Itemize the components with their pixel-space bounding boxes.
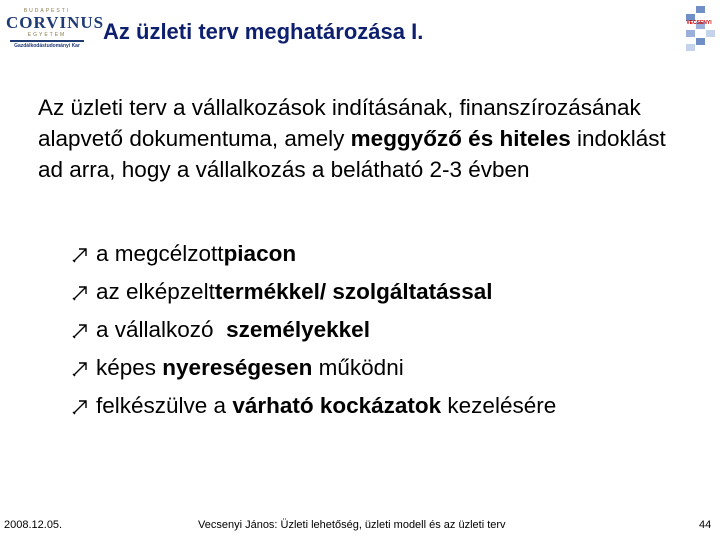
- bullet-text-after: működni: [312, 355, 404, 380]
- list-item: [70, 273, 556, 311]
- page-number: 44: [699, 519, 712, 531]
- arrow-bullet-icon: [70, 243, 94, 265]
- bullet-bold: nyereségesen: [162, 355, 313, 380]
- arrow-bullet-icon: [70, 281, 94, 303]
- footer-date: 2008.12.05.: [4, 519, 63, 531]
- logo-top-text: BUDAPESTI: [23, 8, 71, 14]
- arrow-bullet-icon: [70, 357, 94, 379]
- bullet-list: [70, 235, 556, 425]
- bullet-bold: termékkel/ szolgáltatással: [214, 279, 493, 304]
- bullet-text-after: kezelésére: [441, 393, 557, 418]
- bullet-text: az elképzelt: [96, 279, 215, 304]
- list-item: [70, 349, 556, 387]
- bullet-bold: személyekkel: [226, 317, 370, 342]
- list-item: [70, 235, 556, 273]
- footer-caption: Vecsenyi János: Üzleti lehetőség, üzleti modell és az üzleti terv: [198, 519, 506, 531]
- slide-title: Az üzleti terv meghatározása I.: [103, 19, 424, 44]
- corner-badge-text: VECSENYI: [686, 20, 712, 26]
- arrow-bullet-icon: [70, 395, 94, 417]
- intro-bold: meggyőző és hiteles: [350, 126, 571, 151]
- bullet-text: a vállalkozó: [96, 317, 227, 342]
- bullet-text: képes: [96, 355, 163, 380]
- intro-paragraph: [38, 92, 678, 185]
- logo-rule: [10, 40, 84, 42]
- bullet-text: felkészülve a: [96, 393, 233, 418]
- list-item: [70, 387, 556, 425]
- arrow-bullet-icon: [70, 319, 94, 341]
- bullet-text: a megcélzott: [96, 241, 224, 266]
- corner-logo-icon: [682, 4, 716, 52]
- list-item: [70, 311, 556, 349]
- bullet-bold: piacon: [223, 241, 297, 266]
- bullet-bold: várható kockázatok: [232, 393, 442, 418]
- intro-text-2: indoklást ad arra, hogy a vállalkozás a belátható 2-3 évben: [38, 126, 666, 182]
- corvinus-logo: [6, 8, 105, 60]
- logo-main-text: CORVINUS: [6, 13, 105, 32]
- intro-text-1: Az üzleti terv a vállalkozások indításának, finanszírozásának alapvető dokumentuma, amely: [38, 95, 641, 151]
- logo-foot-text: Gazdálkodástudományi Kar: [14, 43, 80, 49]
- logo-sub-text: EGYETEM: [27, 32, 67, 38]
